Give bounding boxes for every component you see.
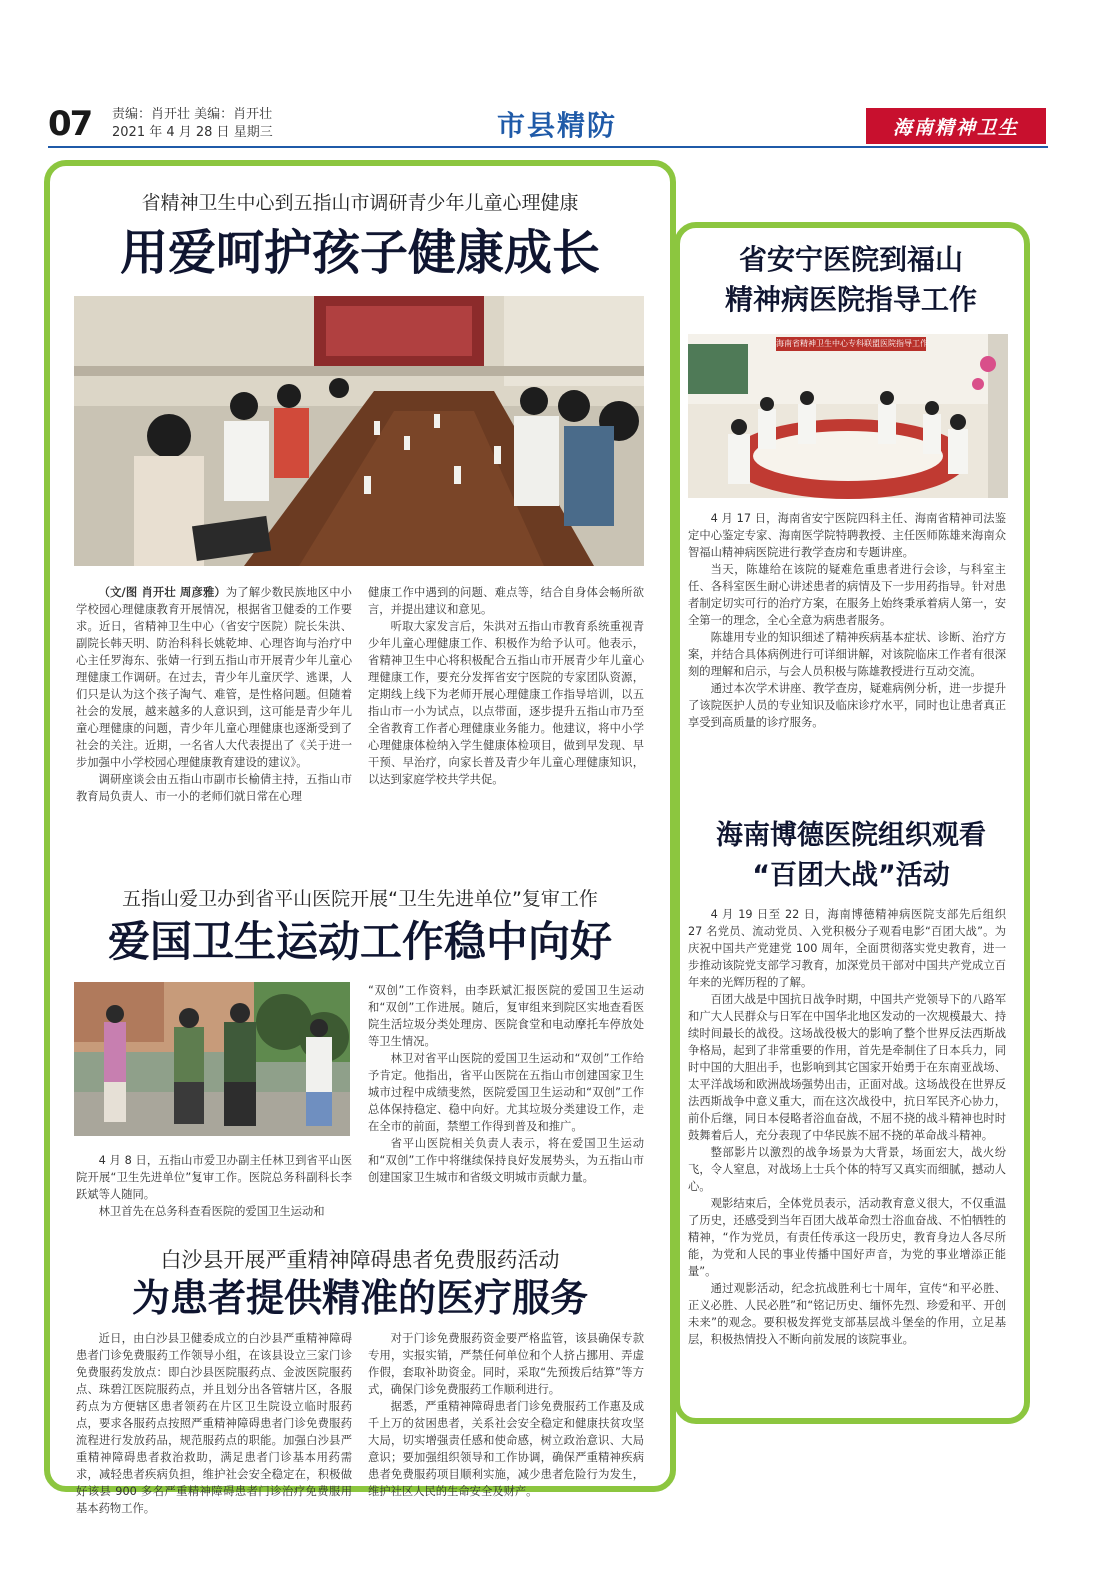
article3-col2	[368, 1330, 644, 1498]
article3-col2-p2: 据悉，严重精神障碍患者门诊免费服药工作惠及成千上万的贫困患者，关系社会安全稳定和健康扶贫攻坚大局，切实增强责任感和使命感，树立政治意识、大局意识；要加强组织领导和工作协调，确保严重精神疾病患者免费服药项目顺利实施，减少患者危险行为发生，维护社区人民的生命安全及财产。	[368, 1400, 644, 1498]
article5-title-line2: “百团大战”活动	[752, 860, 950, 891]
masthead-rule	[48, 146, 1048, 148]
article5-title	[686, 816, 1016, 896]
article2-col2-p1: “双创”工作资料，由李跃斌汇报医院的爱国卫生运动和“双创”工作进展。随后，复审组来到院区实地查看医院生活垃圾分类处理房、医院食堂和电动摩托车停放处等卫生情况。	[368, 984, 644, 1048]
article5-p4: 观影结束后，全体党员表示，活动教育意义很大，不仅重温了历史，还感受到当年百团大战革命烈士浴血奋战、不怕牺牲的精神，“作为党员，有责任传承这一段历史，教育身边人各尽所能，为党和人民的事业传播中国好声音，为党的事业增添正能量”。	[688, 1197, 1006, 1278]
article5-title-line1: 海南博德医院组织观看	[716, 820, 986, 851]
article1-byline: （文/图 肖开壮 周彦雅）	[98, 586, 226, 599]
photo-banner: 海南省精神卫生中心专科联盟医院指导工作	[776, 337, 926, 351]
article2-col2-p3: 省平山医院相关负责人表示，将在爱国卫生运动和“双创”工作中将继续保持良好发展势头，为五指山市创建国家卫生城市和省级文明城市贡献力量。	[368, 1137, 644, 1184]
article4-p1: 4 月 17 日，海南省安宁医院四科主任、海南省精神司法鉴定中心鉴定专家、海南医学院特聘教授、主任医师陈雄来海南众智福山精神病医院进行教学查房和专题讲座。	[688, 512, 1006, 559]
article2-title: 爱国卫生运动工作稳中向好	[107, 917, 612, 966]
article5-p3: 整部影片以激烈的战争场景为大背景，场面宏大，战火纷飞，令人窒息，对战场上士兵个体的特写又真实而细腻，撼动人心。	[688, 1146, 1006, 1193]
article3-title: 为患者提供精准的医疗服务	[131, 1276, 588, 1320]
article5-body	[688, 906, 1006, 1406]
article1-col1-p2: 调研座谈会由五指山市副市长榆倩主持，五指山市教育局负责人、市一小的老师们就日常在心理	[76, 773, 352, 803]
article2-kicker: 五指山爱卫办到省平山医院开展“卫生先进单位”复审工作	[122, 888, 598, 910]
article2-col1-p2: 林卫首先在总务科查看医院的爱国卫生运动和	[98, 1205, 325, 1218]
date-line: 2021 年 4 月 28 日 星期三	[112, 125, 273, 140]
article1-col1	[76, 584, 352, 822]
article4-p3: 陈雄用专业的知识细述了精神疾病基本症状、诊断、治疗方案，并结合具体病例进行可详细讲解，对该院临床工作者有很深刻的理解和启示，与会人员积极与陈雄教授进行互动交流。	[688, 631, 1006, 678]
inspection-photo	[74, 982, 350, 1136]
article4-title-line1: 省安宁医院到福山	[738, 243, 963, 276]
article3-kicker: 白沙县开展严重精神障碍患者免费服药活动	[160, 1248, 560, 1272]
article1-col2-p1: 健康工作中遇到的问题、难点等，结合自身体会畅所欲言，并提出建议和意见。	[368, 586, 644, 616]
article1-col2	[368, 584, 644, 822]
article5-p1: 4 月 19 日至 22 日，海南博德精神病医院支部先后组织 27 名党员、流动党员、入党积极分子观看电影“百团大战”。为庆祝中国共产党建党 100 周年，全面贯彻落实党史教育，进一步推动该院党支部学习教育，加深党员干部对中国共产党成立百年来的光辉历程的了解。	[688, 908, 1006, 989]
article4-body	[688, 510, 1006, 780]
meeting-photo	[74, 296, 644, 566]
publication-logo: 海南精神卫生	[866, 108, 1046, 144]
article5-p5: 通过观影活动，纪念抗战胜利七十周年，宣传“和平必胜、正义必胜、人民必胜”和“铭记历史、缅怀先烈、珍爱和平、开创未来”的观念。要积极发挥党支部基层战斗堡垒的作用，立足基层，积极热情投入不断向前发展的该院事业。	[688, 1282, 1006, 1346]
article3-col2-p1: 对于门诊免费服药资金要严格监管，该县确保专款专用，实报实销，严禁任何单位和个人挤占挪用、弄虚作假，套取补助资金。同时，采取“先预拨后结算”等方式，确保门诊免费服药工作顺利进行。	[368, 1332, 644, 1396]
article3-col1-p1: 近日，由白沙县卫健委成立的白沙县严重精神障碍患者门诊免费服药工作领导小组，在该县设立三家门诊免费服药发放点：即白沙县医院服药点、金波医院服药点、珠碧江医院服药点，并且划分出各管辖片区，各服药点为方便辖区患者领药在片区卫生院设立临时服药点，要求各服药点按照严重精神障碍患者门诊免费服药流程进行发放药品，规范服药点的职能。加强白沙县严重精神障碍患者救治救助，满足患者门诊基本用药需求，减轻患者疾病负担，维护社会安全稳定在，积极做好该县 900 多名严重精神障碍患者门诊治疗免费服用基本药物工作。	[76, 1332, 352, 1515]
article5-p2: 百团大战是中国抗日战争时期，中国共产党领导下的八路军和广大人民群众与日军在中国华北地区发动的一次规模最大、持续时间最长的战役。这场战役极大的影响了整个世界反法西斯战争格局，起到了非常重要的作用，首先是牵制住了日本兵力，同时中国的大胆出手，也影响到其它国家开始勇于在东南亚战场、太平洋战场和欧洲战场强势出击，正面对战。这场战役在世界反法西斯战争中意义重大，而在这次战役中，抗日军民齐心协力，前仆后继，同日本侵略者浴血奋战，不屈不挠的战斗精神也时时鼓舞着后人，充分表现了中华民族不屈不挠的革命战斗精神。	[688, 993, 1006, 1142]
lecture-photo	[688, 334, 1008, 498]
article1-kicker: 省精神卫生中心到五指山市调研青少年儿童心理健康	[141, 192, 579, 214]
article2-col2-p2: 林卫对省平山医院的爱国卫生运动和“双创”工作给予肯定。他指出，省平山医院在五指山市创建国家卫生城市过程中成绩斐然，医院爱国卫生运动和“双创”工作总体保持稳定、稳中向好。尤其垃圾分类建设工作，走在全市的前面，禁塑工作得到普及和推广。	[368, 1052, 644, 1133]
article2-col2	[368, 982, 644, 1222]
editor-line: 责编：肖开壮 美编：肖开壮	[112, 107, 273, 122]
article4-p4: 通过本次学术讲座、教学查房，疑难病例分析，进一步提升了该院医护人员的专业知识及临床诊疗水平，同时也让患者真正享受到高质量的诊疗服务。	[688, 682, 1006, 729]
section-title: 市县精防	[497, 109, 618, 142]
article3-col1	[76, 1330, 352, 1515]
article1-title: 用爱呵护孩子健康成长	[119, 225, 600, 281]
article4-p2: 当天，陈雄给在该院的疑难危重患者进行会诊，与科室主任、各科室医生耐心讲述患者的病情及下一步用药指导。针对患者制定切实可行的治疗方案，在服务上始终秉承着病人第一，安全第一的理念，全心全意为病患者服务。	[688, 563, 1006, 627]
article4-title-line2: 精神病医院指导工作	[724, 283, 977, 316]
masthead-info	[112, 106, 273, 142]
article2-caption: 4 月 8 日，五指山市爱卫办副主任林卫到省平山医院开展“卫生先进单位”复审工作。医院总务科副科长李跃斌等人随同。	[76, 1154, 352, 1201]
article1-col1-text: 为了解少数民族地区中小学校园心理健康教育开展情况，根据省卫健委的工作要求。近日，省精神卫生中心（省安宁医院）院长朱洪、副院长韩天明、防治科科长姚乾坤、心理咨询与治疗中心主任罗海东、张婧一行到五指山市开展青少年儿童心理健康工作调研。在过去，青少年儿童厌学、逃课，人们只是认为这个孩子淘气、难管，是性格问题。但随着社会的发展，越来越多的人意识到，这可能是青少年儿童心理健康的问题，青少年儿童心理健康也逐渐受到了社会的关注。近期，一名省人大代表提出了《关于进一步加强中小学校园心理健康教育建设的建议》。	[76, 586, 352, 769]
page-number: 07	[48, 104, 92, 144]
article2-col1	[76, 1152, 352, 1224]
article4-title	[686, 240, 1016, 320]
article1-col2-p2: 听取大家发言后，朱洪对五指山市教育系统重视青少年儿童心理健康工作、积极作为给予认可。他表示，省精神卫生中心将积极配合五指山市开展青少年儿童心理健康工作，要充分发挥省安宁医院的专家团队资源，定期线上线下为老师开展心理健康工作指导培训，以五指山市一小为试点，以点带面，逐步提升五指山市乃至全省教育工作者心理健康业务能力。他建议，将中小学心理健康体检纳入学生健康体检项目，做到早发现、早干预、早治疗，向家长普及青少年儿童心理健康知识，以达到家庭学校共学共促。	[368, 620, 644, 786]
